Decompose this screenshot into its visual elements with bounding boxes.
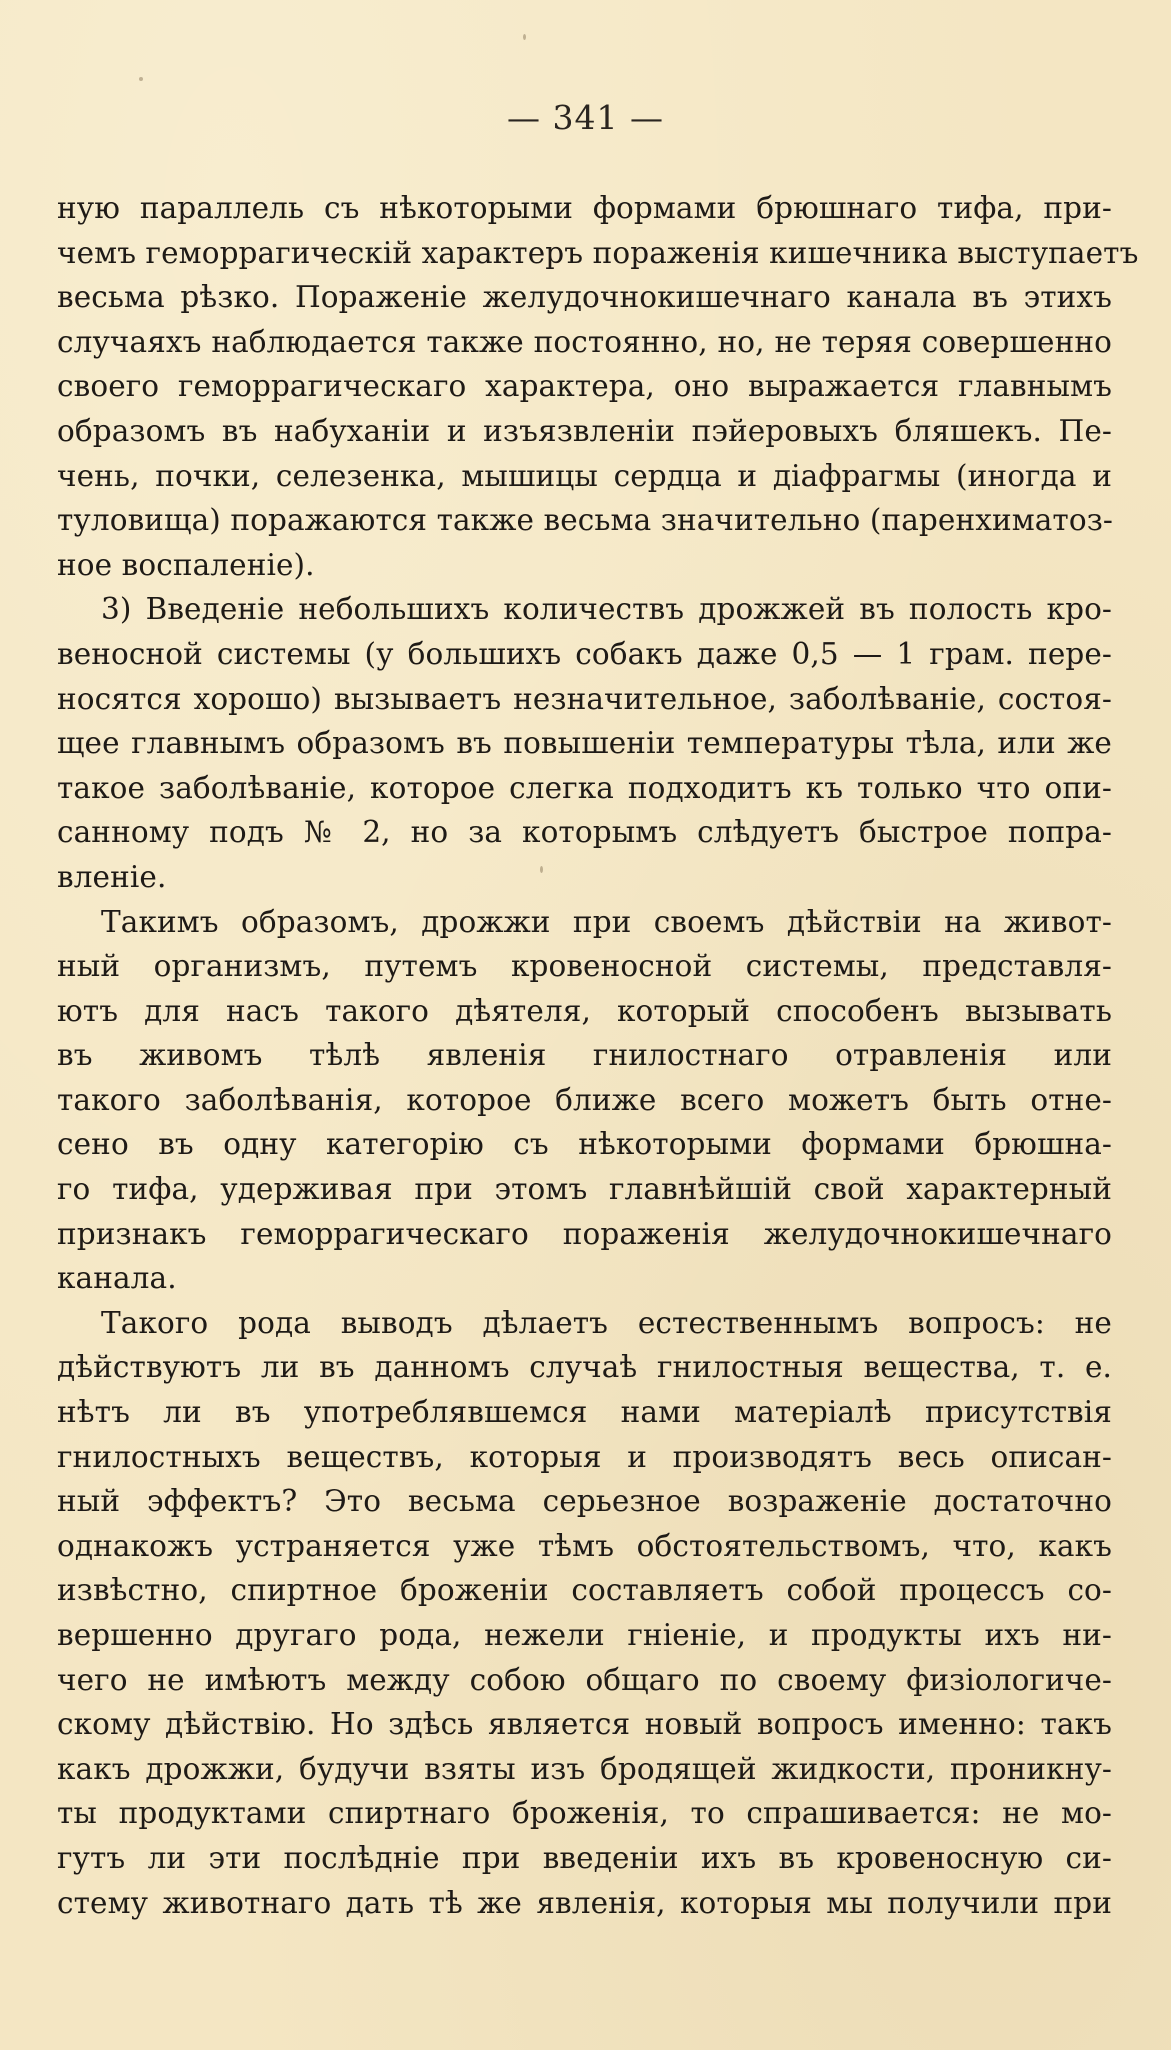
text-line: какъ дрожжи, будучи взяты изъ бродящей жидкости, проникну- (57, 1751, 1112, 1786)
text-line: ный организмъ, путемъ кровеносной системы, представля- (57, 949, 1112, 984)
text-line: однакожъ устраняется уже тѣмъ обстоятельствомъ, что, какъ (57, 1528, 1112, 1563)
text-line: го тифа, удерживая при этомъ главнѣйшій свой характерный (57, 1172, 1112, 1207)
text-line: Такимъ образомъ, дрожжи при своемъ дѣйствіи на живот- (101, 904, 1112, 939)
text-line: ное воспаленіе). (57, 547, 315, 582)
text-line: чемъ геморрагическій характеръ пораженія кишечника выступаетъ (57, 235, 1139, 270)
text-line: гнилостныхъ веществъ, которыя и производятъ весь описан- (57, 1439, 1112, 1474)
text-line: скому дѣйствію. Но здѣсь является новый вопросъ именно: такъ (57, 1707, 1112, 1742)
text-line: вершенно другаго рода, нежели гніеніе, и продукты ихъ ни- (57, 1618, 1112, 1652)
text-line: ный эффектъ? Это весьма серьезное возраженіе достаточно (57, 1484, 1112, 1519)
text-line: канала. (57, 1261, 177, 1296)
text-line: въ живомъ тѣлѣ явленія гнилостнаго отравленія или (57, 1038, 1112, 1073)
text-line: своего геморрагическаго характера, оно выражается главнымъ (57, 369, 1112, 404)
body-text (57, 186, 1139, 1925)
paper-speck (523, 34, 526, 40)
text-line: ютъ для насъ такого дѣятеля, который способенъ вызывать (57, 993, 1112, 1028)
text-line: извѣстно, спиртное броженіи составляетъ собой процессъ со- (57, 1573, 1112, 1608)
text-line: носятся хорошо) вызываетъ незначительное, заболѣваніе, состоя- (57, 681, 1112, 716)
page-number: — 341 — (507, 98, 664, 137)
text-line: признакъ геморрагическаго пораженія желудочнокишечнаго (57, 1216, 1112, 1251)
text-line: стему животнаго дать тѣ же явленія, которыя мы получили при (57, 1885, 1112, 1920)
paper-speck (139, 77, 143, 81)
text-line: чень, почки, селезенка, мышицы сердца и діафрагмы (иногда и (57, 458, 1112, 493)
text-line: случаяхъ наблюдается также постоянно, но, не теряя совершенно (57, 324, 1112, 359)
text-line: веносной системы (у большихъ собакъ даже 0,5 — 1 грам. пере- (57, 636, 1112, 671)
text-line: щее главнымъ образомъ въ повышеніи температуры тѣла, или же (57, 726, 1112, 761)
text-line: туловища) поражаются также весьма значительно (паренхиматоз- (57, 503, 1113, 538)
text-line: санному подъ № 2, но за которымъ слѣдуетъ быстрое попра- (57, 815, 1112, 850)
text-line: дѣйствуютъ ли въ данномъ случаѣ гнилостныя вещества, т. е. (57, 1350, 1112, 1385)
paper-speck (540, 866, 543, 873)
text-line: нѣтъ ли въ употреблявшемся нами матеріалѣ присутствія (57, 1395, 1112, 1430)
text-line: такое заболѣваніе, которое слегка подходитъ къ только что опи- (57, 770, 1112, 805)
text-line: ную параллель съ нѣкоторыми формами брюшнаго тифа, при- (57, 191, 1112, 225)
text-line: такого заболѣванія, которое ближе всего можетъ быть отне- (57, 1082, 1112, 1117)
text-line: сено въ одну категорію съ нѣкоторыми формами брюшна- (57, 1127, 1112, 1162)
text-line: образомъ въ набуханіи и изъязвленіи пэйеровыхъ бляшекъ. Пе- (57, 413, 1112, 448)
text-line: чего не имѣютъ между собою общаго по своему физіологиче- (57, 1662, 1112, 1697)
text-line: весьма рѣзко. Пораженіе желудочнокишечнаго канала въ этихъ (57, 280, 1112, 315)
text-line: вленіе. (57, 859, 167, 894)
text-line: гутъ ли эти послѣдніе при введеніи ихъ въ кровеносную си- (57, 1840, 1112, 1875)
text-line: 3) Введеніе небольшихъ количествъ дрожжей въ полость кро- (101, 592, 1112, 627)
text-line: ты продуктами спиртнаго броженія, то спрашивается: не мо- (57, 1796, 1112, 1831)
text-line: Такого рода выводъ дѣлаетъ естественнымъ вопросъ: не (101, 1305, 1112, 1340)
